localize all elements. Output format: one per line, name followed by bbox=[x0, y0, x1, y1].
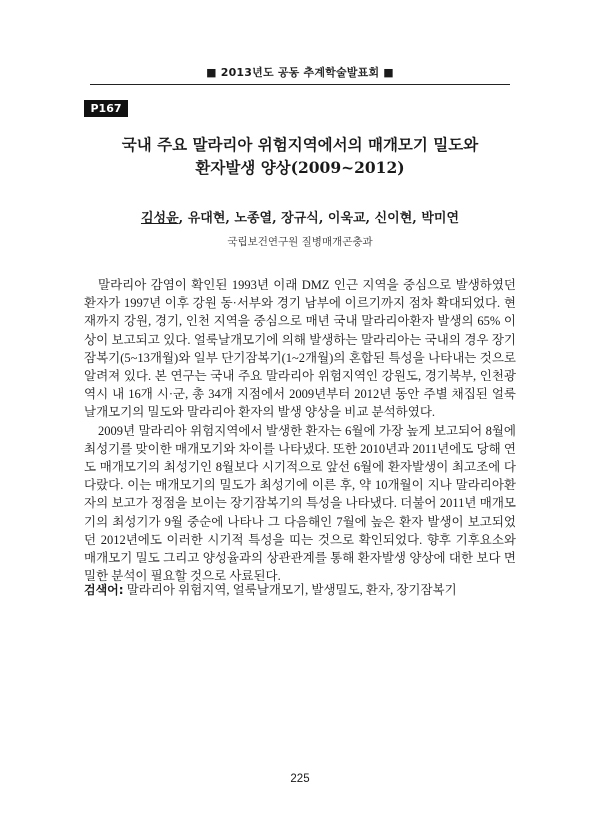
abstract-body bbox=[84, 276, 516, 585]
keywords-text: 말라리아 위험지역, 얼룩날개모기, 발생밀도, 환자, 장기잠복기 bbox=[123, 583, 457, 597]
abstract-paragraph-2: 2009년 말라리아 위험지역에서 발생한 환자는 6월에 가장 높게 보고되어 8월에 최성기를 맞이한 매개모기와 차이를 나타냈다. 또한 2010년과 2011년에도 당해 연도 매개모기의 최성기인 8월보다 시기적으로 앞선 6월에 환자발생이 최고조에 다다랐다. 이는 매개모기의 밀도가 최성기에 이른 후, 약 10개월이 지나 말라리아환자의 보고가 정점을 보이는 장기잠복기의 특성을 나타냈다. 더불어 2011년 매개모기의 최성기가 9월 중순에 나타나 그 다음해인 7월에 높은 환자 발생이 보고되었던 2012년에도 이러한 시기적 특성을 띠는 것으로 확인되었다. 향후 기후요소와 매개모기 밀도 그리고 양성율과의 상관관계를 통해 환자발생 양상에 대한 보다 면밀한 분석이 필요할 것으로 사료된다. bbox=[84, 423, 516, 584]
paper-title-line-2: 환자발생 양상(2009~2012) bbox=[195, 158, 405, 177]
keywords-label: 검색어: bbox=[84, 583, 124, 597]
affiliation: 국립보건연구원 질병매개곤충과 bbox=[227, 236, 373, 248]
presenting-author: 김성윤 bbox=[140, 211, 179, 226]
abstract-paragraph-1: 말라리아 감염이 확인된 1993년 이래 DMZ 인근 지역을 중심으로 발생하였던 환자가 1997년 이후 강원 동·서부와 경기 남부에 이르기까지 점차 확대되었다. 현재까지 강원, 경기, 인천 지역을 중심으로 매년 국내 말라리아환자 발생의 65% 이상이 보고되고 있다. 얼룩날개모기에 의해 발생하는 말라리아는 국내의 경우 장기잠복기(5~13개월)와 일부 단기잠복기(1~2개월)의 혼합된 특성을 나타내는 것으로 알려져 있다. 본 연구는 국내 주요 말라리아 위험지역인 강원도, 경기북부, 인천광역시 내 16개 시·군, 총 34개 지점에서 2009년부터 2012년 동안 주별 채집된 얼룩날개모기의 밀도와 말라리아 환자의 발생 양상을 비교 분석하였다. bbox=[84, 278, 516, 420]
conference-header: ■ 2013년도 공동 추계학술발표회 ■ bbox=[206, 66, 394, 79]
header-divider bbox=[90, 84, 510, 85]
paper-title bbox=[70, 133, 530, 179]
poster-id-badge: P167 bbox=[84, 100, 128, 117]
paper-title-line-1: 국내 주요 말라리아 위험지역에서의 매개모기 밀도와 bbox=[121, 135, 479, 154]
page-number: 225 bbox=[290, 773, 310, 785]
author-list bbox=[70, 207, 530, 226]
co-authors: , 유대현, 노종열, 장규식, 이욱교, 신이현, 박미연 bbox=[178, 211, 460, 226]
keywords-line bbox=[84, 581, 516, 599]
